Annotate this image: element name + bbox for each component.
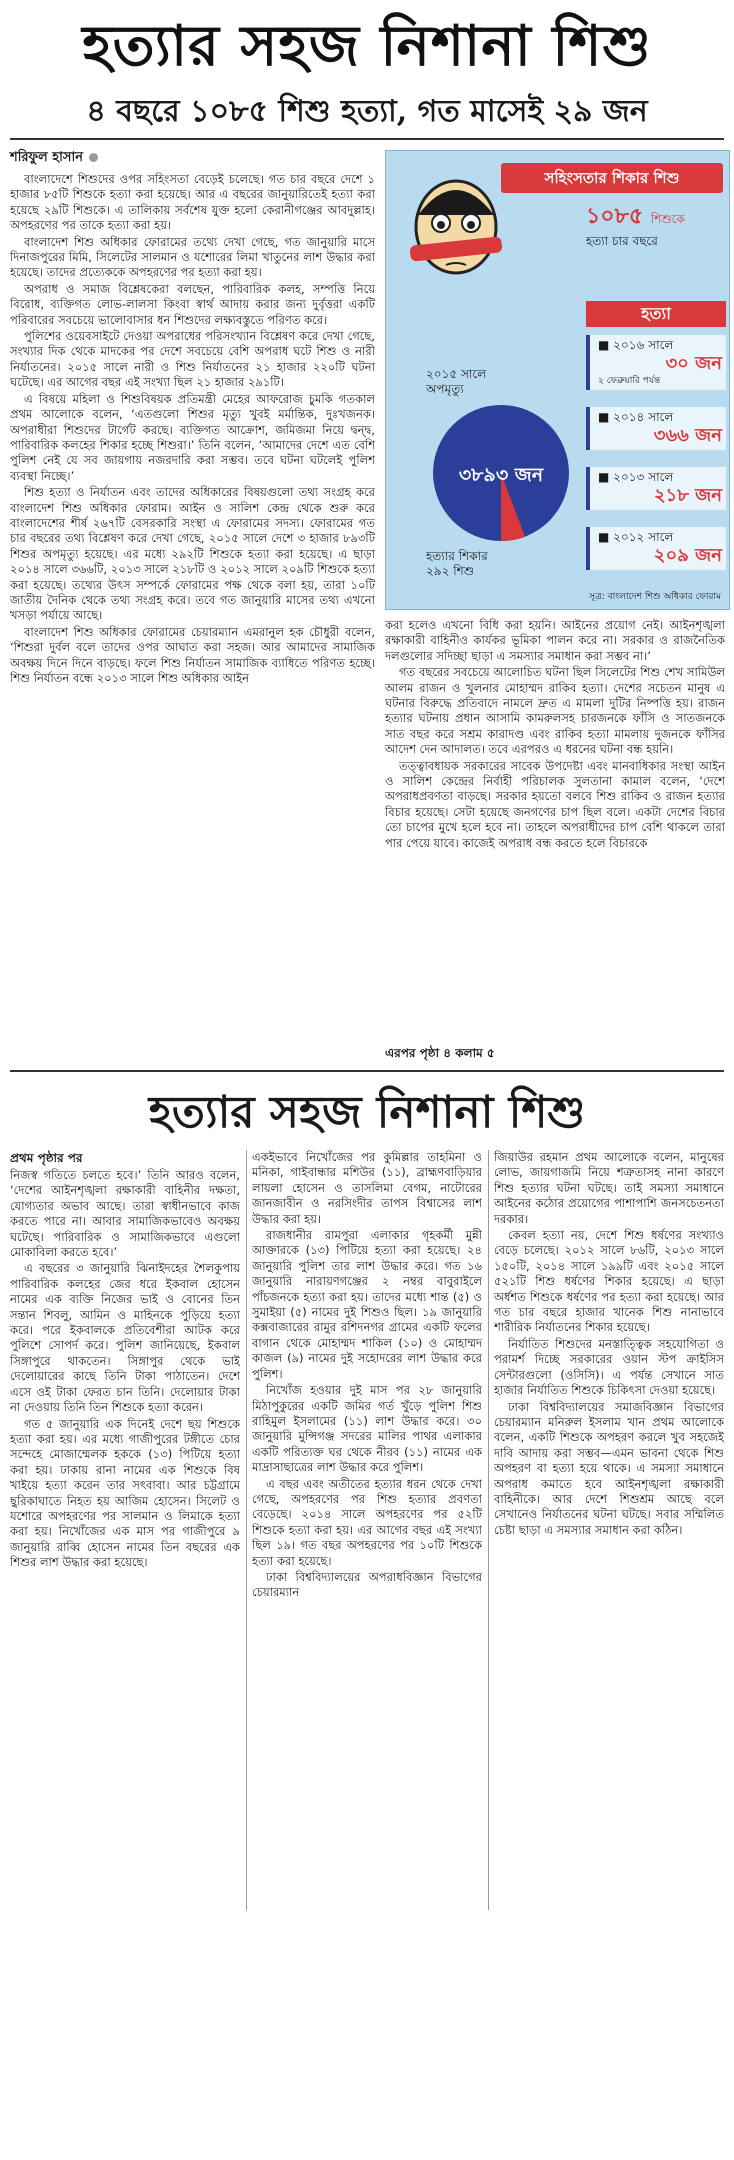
year-value: ৩৬৬ জন [653,425,722,446]
paragraph: এ বছরের ৩ জানুয়ারি ঝিনাইদহের শৈলকুপায় পারিবারিক কলহের জের ধরে ইকবাল হোসেন নামের এক ব্যক্তি নিজের ভাই ও বোনের তিন সন্তান শিবলু, আমিন ও মাহিনকে পুড়িয়ে হত্যা করে। পরে ইকবালকে প্রতিবেশীরা আটক করে পুলিশে সোপর্দ করে। পুলিশ জানিয়েছে, ইকবাল সিঙ্গাপুরে থাকতেন। সিঙ্গাপুর থেকে ভাই দেলোয়ারের কাছে তিনি টাকা পাঠাতেন। দেশে এসে ওই টাকা ফেরত চান তিনি। দেলোয়ার টাকা না দেওয়ায় তিনি তিন শিশুকে হত্যা করেন। [10,1261,240,1415]
paragraph: বাংলাদেশ শিশু অধিকার ফোরামের চেয়ারম্যান এমরানুল হক চৌধুরী বলেন, ‘শিশুরা দুর্বল বলে তাদের ওপর আঘাত করা সহজ। আর আমাদের সামাজিক অবক্ষয় দিনে দিনে বাড়ছে। ফলে শিশু নির্যাতন সামাজিক ব্যাধিতে পরিণত হচ্ছে। শিশু নির্যাতন বন্ধে ২০১৩ সালে শিশু অধিকার আইন [10,624,375,685]
paragraph: রাজধানীর রামপুরা এলাকার গৃহকর্মী মুন্নী আক্তারকে (১৩) পিটিয়ে হত্যা করা হয়েছে। ২৪ জানুয়ারি পুলিশ তার লাশ উদ্ধার করে। গত ১৬ জানুয়ারি নারায়ণগঞ্জের ২ নম্বর বাবুরাইলে পাঁচজনকে হত্যা করা হয়। তাদের মধ্যে শান্ত (৫) ও সুমাইয়া (৫) নামের দুই শিশুও ছিল। ১৯ জানুয়ারি কক্সবাজারের রামুর রশিদনগর গ্রামের একটি ফলের বাগান থেকে মোহাম্মদ শাকিল (১০) ও মোহাম্মদ কাজল (৯) নামের দুই সহোদরের লাশ উদ্ধার করে পুলিশ। [252,1228,482,1381]
paragraph: জিয়াউর রহমান প্রথম আলোকে বলেন, মানুষের লোভ, জায়গাজমি নিয়ে শত্রুতাসহ নানা কারণে শিশু হত্যার ঘটনা ঘটছে। তাই সমস্যা সমাধানে আইনের কঠোর প্রয়োগের পাশাপাশি জনসচেতনতা দরকার। [494,1150,724,1226]
paragraph: এ বিষয়ে মহিলা ও শিশুবিষয়ক প্রতিমন্ত্রী মেহের আফরোজ চুমকি গতকাল প্রথম আলোকে বলেন, ‘এতগুলো শিশুর মৃত্যু খুবই মর্মান্তিক, দুঃখজনক। অপরাধীরা শিশুদের টার্গেট করছে। ব্যক্তিগত আক্রোশ, জমিজমা নিয়ে দ্বন্দ্ব, পারিবারিক কলহের শিকার হচ্ছে শিশুরা।’ তিনি বলেন, ‘আমাদের দেশে এত বেশি পুলিশ নেই যে সব জায়গায় নজরদারি করা সম্ভব। তবে ঘটনা ঘটলেই পুলিশ ব্যবস্থা নিচ্ছে।’ [10,391,375,483]
paragraph: অপরাধ ও সমাজ বিশ্লেষকেরা বলছেন, পারিবারিক কলহ, সম্পত্তি নিয়ে বিরোধ, ব্যক্তিগত লোভ-লালসা কিংবা স্বার্থ আদায় করার জন্য দুর্বৃত্তরা একটি পরিবারের সবচেয়ে ভালোবাসার ধন শিশুদের লক্ষ্যবস্তুতে পরিণত করে। [10,281,375,327]
paragraph: ঢাকা বিশ্ববিদ্যালয়ের সমাজবিজ্ঞান বিভাগের চেয়ারম্যান মনিরুল ইসলাম খান প্রথম আলোকে বলেন, একটি শিশুকে অপহরণ করলে খুব সহজেই দাবি আদায় করা সম্ভব—এমন ভাবনা থেকে শিশু অপহরণ বা হত্যা হয়ে থাকে। এ সমস্যা সমাধানে অপরাধ কমাতে হবে আইনশৃঙ্খলা রক্ষাকারী বাহিনীকে। আর দেশে শিশুশ্রম আছে বলে সেখানেও নির্যাতনের ঘটনা ঘটছে। সবার সম্মিলিত চেষ্টা ছাড়া এ সমস্যার সমাধান করা কঠিন। [494,1399,724,1537]
header-divider [10,138,724,140]
paragraph: বাংলাদেশে শিশুদের ওপর সহিংসতা বেড়েই চলেছে। গত চার বছরে দেশে ১ হাজার ৮৫টি শিশুকে হত্যা করা হয়েছে। আর এ বছরের জানুয়ারিতেই হত্যা করা হয়েছে ২৯টি শিশুকে। এ তালিকায় সর্বশেষ যুক্ত হলো কেরানীগঞ্জের আবদুল্লাহ। অপহরণের পর তাকে হত্যা করা হয়। [10,172,375,233]
infographic-source: সূত্র: বাংলাদেশ শিশু অধিকার ফোরাম [589,592,721,602]
headline: হত্যার সহজ নিশানা শিশু [82,13,652,79]
year-value: ২০৯ জন [653,545,722,566]
infographic [385,150,730,610]
section-label: হত্যা [586,301,726,327]
jump-column-3 [494,1150,724,1920]
byline-text: শরিফুল হাসান [10,150,83,165]
year-card [586,467,726,510]
year-card [586,527,726,570]
paragraph: গত বছরের সবচেয়ে আলোচিত ঘটনা ছিল সিলেটের শিশু শেখ সামিউল আলম রাজন ও খুলনার মোহাম্মদ রাকিব হত্যা। দেশের সচেতন মানুষ এ ঘটনার বিরুদ্ধে প্রতিবাদে নামলে দ্রুত এ মামলা দুটির নিষ্পত্তি হয়। রাজন হত্যার ঘটনায় প্রধান আসামি কামরুলসহ চারজনকে ফাঁসি ও সাতজনকে সাত বছর করে সশ্রম কারাদণ্ড এবং রাকিব হত্যা মামলায় দুজনকে ফাঁসির আদেশ দেন আদালত। তবে এরপরও এ ধরনের ঘটনা বন্ধ হয়নি। [385,665,725,757]
pie-bottom-label: হত্যার শিকার ২৯২ শিশু [426,549,488,578]
year-label: ■ ২০১৪ সালে [598,410,674,424]
jump-column-1 [10,1168,240,1920]
byline-dot-icon [89,153,98,162]
paragraph: করা হলেও এখনো বিধি করা হয়নি। আইনের প্রয়োগ নেই। আইনশৃঙ্খলা রক্ষাকারী বাহিনীও কার্যকর ভূমিকা পালন করে না। সরকার ও রাজনৈতিক দলগুলোর সদিচ্ছা ছাড়া এ সমস্যার সমাধান করা সম্ভব না।’ [385,618,725,663]
year-label: ■ ২০১৩ সালে [598,470,674,484]
front-column-2 [385,618,725,1038]
jump-column-2 [252,1150,482,1920]
front-column-1 [10,172,375,1034]
continuation-note: এরপর পৃষ্ঠা ৪ কলাম ৫ [385,1046,495,1060]
pie-top-label: ২০১৫ সালে অপমৃত্যু [426,367,487,396]
paragraph: এ বছর এবং অতীতের হত্যার ধরন থেকে দেখা গেছে, অপহরণের পর শিশু হত্যার প্রবণতা বেড়েছে। ২০১৪ সালে অপহরণের পর ৫২টি শিশুকে হত্যা করা হয়। এর আগের বছর এই সংখ্যা ছিল ১৯। গত বছর অপহরণের পর ১০টি শিশুকে হত্যা করা হয়েছে। [252,1476,482,1568]
pie-center-value: ৩৮৯৩ জন [458,464,544,486]
paragraph: গত ৫ জানুয়ারি এক দিনেই দেশে ছয় শিশুকে হত্যা করা হয়। এর মধ্যে গাজীপুরের টঙ্গীতে চোর সন্দেহে মোজাম্মেলক হককে (১৩) পিটিয়ে হত্যা করা হয়। ঢাকায় রানা নামের এক শিশুকে বিষ খাইয়ে হত্যা করেন তার সৎবাবা। আর চট্টগ্রামে ছুরিকাঘাতে নিহত হয় আজিম হোসেন। সিলেট ও যশোরে অপহরণের পর সালমান ও লিমাকে হত্যা করা হয়। নিখোঁজের এক মাস পর গাজীপুরে ৯ জানুয়ারি রাব্বি হোসেন নামের তিন বছরের এক শিশুর লাশ উদ্ধার করা হয়েছে। [10,1416,240,1570]
column-divider [488,1150,489,1910]
paragraph: কেবল হত্যা নয়, দেশে শিশু ধর্ষণের সংখ্যাও বেড়ে চলেছে। ২০১২ সালে ৮৬টি, ২০১৩ সালে ১৫০টি, ২০১৪ সালে ১৯৯টি এবং ২০১৫ সালে ৫২১টি শিশু ধর্ষণের শিকার হয়েছে। এ ছাড়া অর্ধশত শিশুকে ধর্ষণের পর হত্যা করা হয়েছে। আর গত চার বছরে হাজার খানেক শিশু নানাভাবে শারীরিক নির্যাতনের শিকার হয়েছে। [494,1228,724,1335]
paragraph: বাংলাদেশ শিশু অধিকার ফোরামের তথ্যে দেখা গেছে, গত জানুয়ারি মাসে দিনাজপুরের মিমি, সিলেটের সালমান ও যশোরের লিমা খাতুনের লাশ উদ্ধার করা হয়েছে। তাদের প্রত্যেককে অপহরণের পর হত্যা করা হয়। [10,234,375,280]
column-divider [246,1150,247,1910]
year-card [586,407,726,450]
infographic-title: সহিংসতার শিকার শিশু [501,163,723,193]
year-label: ■ ২০১২ সালে [598,530,674,544]
paragraph: শিশু হত্যা ও নির্যাতন এবং তাদের অধিকারের বিষয়গুলো তথ্য সংগ্রহ করে বাংলাদেশ শিশু অধিকার ফোরাম। আইন ও সালিশ কেন্দ্র থেকে শুরু করে বাংলাদেশের শীর্ষ ২৬৭টি বেসরকারি সংস্থা এ ফোরামের সদস্য। ফোরামের গত চার বছরের তথ্য বিশ্লেষণ করে দেখা গেছে, ২০১৫ সালে দেশে ৩ হাজার ৮৯৩টি শিশুর অপমৃত্যু হয়েছে। এর মধ্যে ২৯২টি শিশুকে হত্যা করা হয়েছে। এ ছাড়া ২০১৪ সালে ৩৬৬টি, ২০১৩ সালে ২১৮টি ও ২০১২ সালে ২০৯টি শিশুকে হত্যা করা হয়েছে। তথ্যের উৎস সম্পর্কে ফোরামের পক্ষ থেকে বলা হয়, তারা ১০টি জাতীয় দৈনিক থেকে তথ্য সংগ্রহ করে। তবে গত জানুয়ারি মাসের তথ্য এখনো খসড়া পর্যায়ে আছে। [10,485,375,623]
child-face-icon [406,165,506,285]
year-value: ৩০ জন [665,353,722,374]
total-value: ১০৮৫ [586,204,644,229]
byline [10,148,98,168]
section-divider [10,1070,724,1072]
paragraph: নিজস্ব গতিতে চলতে হবে।’ তিনি আরও বলেন, ‘দেশের আইনশৃঙ্খলা রক্ষাকারী বাহিনীর দক্ষতা, যোগ্যতার অভাব আছে। তারা স্বাধীনভাবে কাজ করতে পারে না। আবার সামাজিকভাবেও অবক্ষয় ঘটেছে। পারিবারিক ও সামাজিকভাবে এগুলো মোকাবিলা করতে হবে।’ [10,1168,240,1260]
paragraph: তত্ত্বাবধায়ক সরকারের সাবেক উপদেষ্টা এবং মানবাধিকার সংস্থা আইন ও সালিশ কেন্দ্রের নির্বাহী পরিচালক সুলতানা কামাল বলেন, ‘দেশে অপরাধপ্রবণতা বাড়ছে। সরকার হয়তো বলবে শিশু রাকিব ও রাজন হত্যার বিচার হয়েছে। সেটা হয়েছে জনগণের চাপ ছিল বলে। একটা দেশের বিচার তো চাপের মুখে হলে হবে না। তাহলে অপরাধীদের চাপ বেশি থাকলে তারা পার পেয়ে যাবে। কাজেই অপরাধ বন্ধ করতে হলে বিচারকে [385,758,725,850]
total-caption: হত্যা চার বছরে [586,234,658,248]
paragraph: ঢাকা বিশ্ববিদ্যালয়ের অপরাধবিজ্ঞান বিভাগের চেয়ারম্যান [252,1569,482,1600]
year-note: ২ ফেব্রুয়ারি পর্যন্ত [598,376,661,386]
jump-headline: হত্যার সহজ নিশানা শিশু [148,1087,586,1138]
subheadline: ৪ বছরে ১০৮৫ শিশু হত্যা, গত মাসেই ২৯ জন [86,94,648,129]
total-block [586,203,726,249]
paragraph: নির্যাতিত শিশুদের মনস্তাত্ত্বিক সহযোগিতা ও পরামর্শ দিচ্ছে সরকারের ওয়ান স্টপ ক্রাইসিস সেন্টারগুলো (ওসিসি)। এ পর্যন্ত সেখানে সাত হাজার নির্যাতিত শিশুকে চিকিৎসা দেওয়া হয়েছে। [494,1336,724,1398]
jump-from-label: প্রথম পৃষ্ঠার পর [10,1151,83,1165]
paragraph: পুলিশের ওয়েবসাইটে দেওয়া অপরাধের পরিসংখ্যান বিশ্লেষণ করে দেখা গেছে, সংখ্যার দিক থেকে মাদকের পর দেশে সবচেয়ে বেশি অপরাধ ঘটে শিশু ও নারী নির্যাতনের। ২০১৫ সালে নারী ও শিশু নির্যাতনের ২১ হাজার ২২০টি ঘটনা ঘটেছে। এর আগের বছর এই সংখ্যা ছিল ২১ হাজার ২৯১টি। [10,329,375,390]
year-value: ২১৮ জন [653,485,722,506]
year-card [586,335,726,390]
total-suffix: শিশুকে [650,212,685,226]
paragraph: নিখোঁজ হওয়ার দুই মাস পর ২৮ জানুয়ারি মিঠাপুকুরের একটি জমির গর্ত খুঁড়ে পুলিশ শিশু রাহিমুল ইসলামের (১১) লাশ উদ্ধার করে। ৩০ জানুয়ারি মুন্সিগঞ্জ সদরের মালির পাথর এলাকার একটি পরিত্যক্ত ঘর থেকে নীরব (১১) নামের এক মাদ্রাসাছাত্রের লাশ উদ্ধার করে পুলিশ। [252,1383,482,1475]
paragraph: একইভাবে নিখোঁজের পর কুমিল্লার তাহমিনা ও মনিকা, গাইবান্ধার মশিউর (১১), ব্রাহ্মণবাড়িয়ার লায়লা হোসেন ও তাসলিমা বেগম, নাটোরের জানজাবীন ও নরসিংদীর তাপস বিশ্বাসের লাশ উদ্ধার করা হয়। [252,1150,482,1226]
year-label: ■ ২০১৬ সালে [598,338,674,352]
total-line [586,203,726,233]
